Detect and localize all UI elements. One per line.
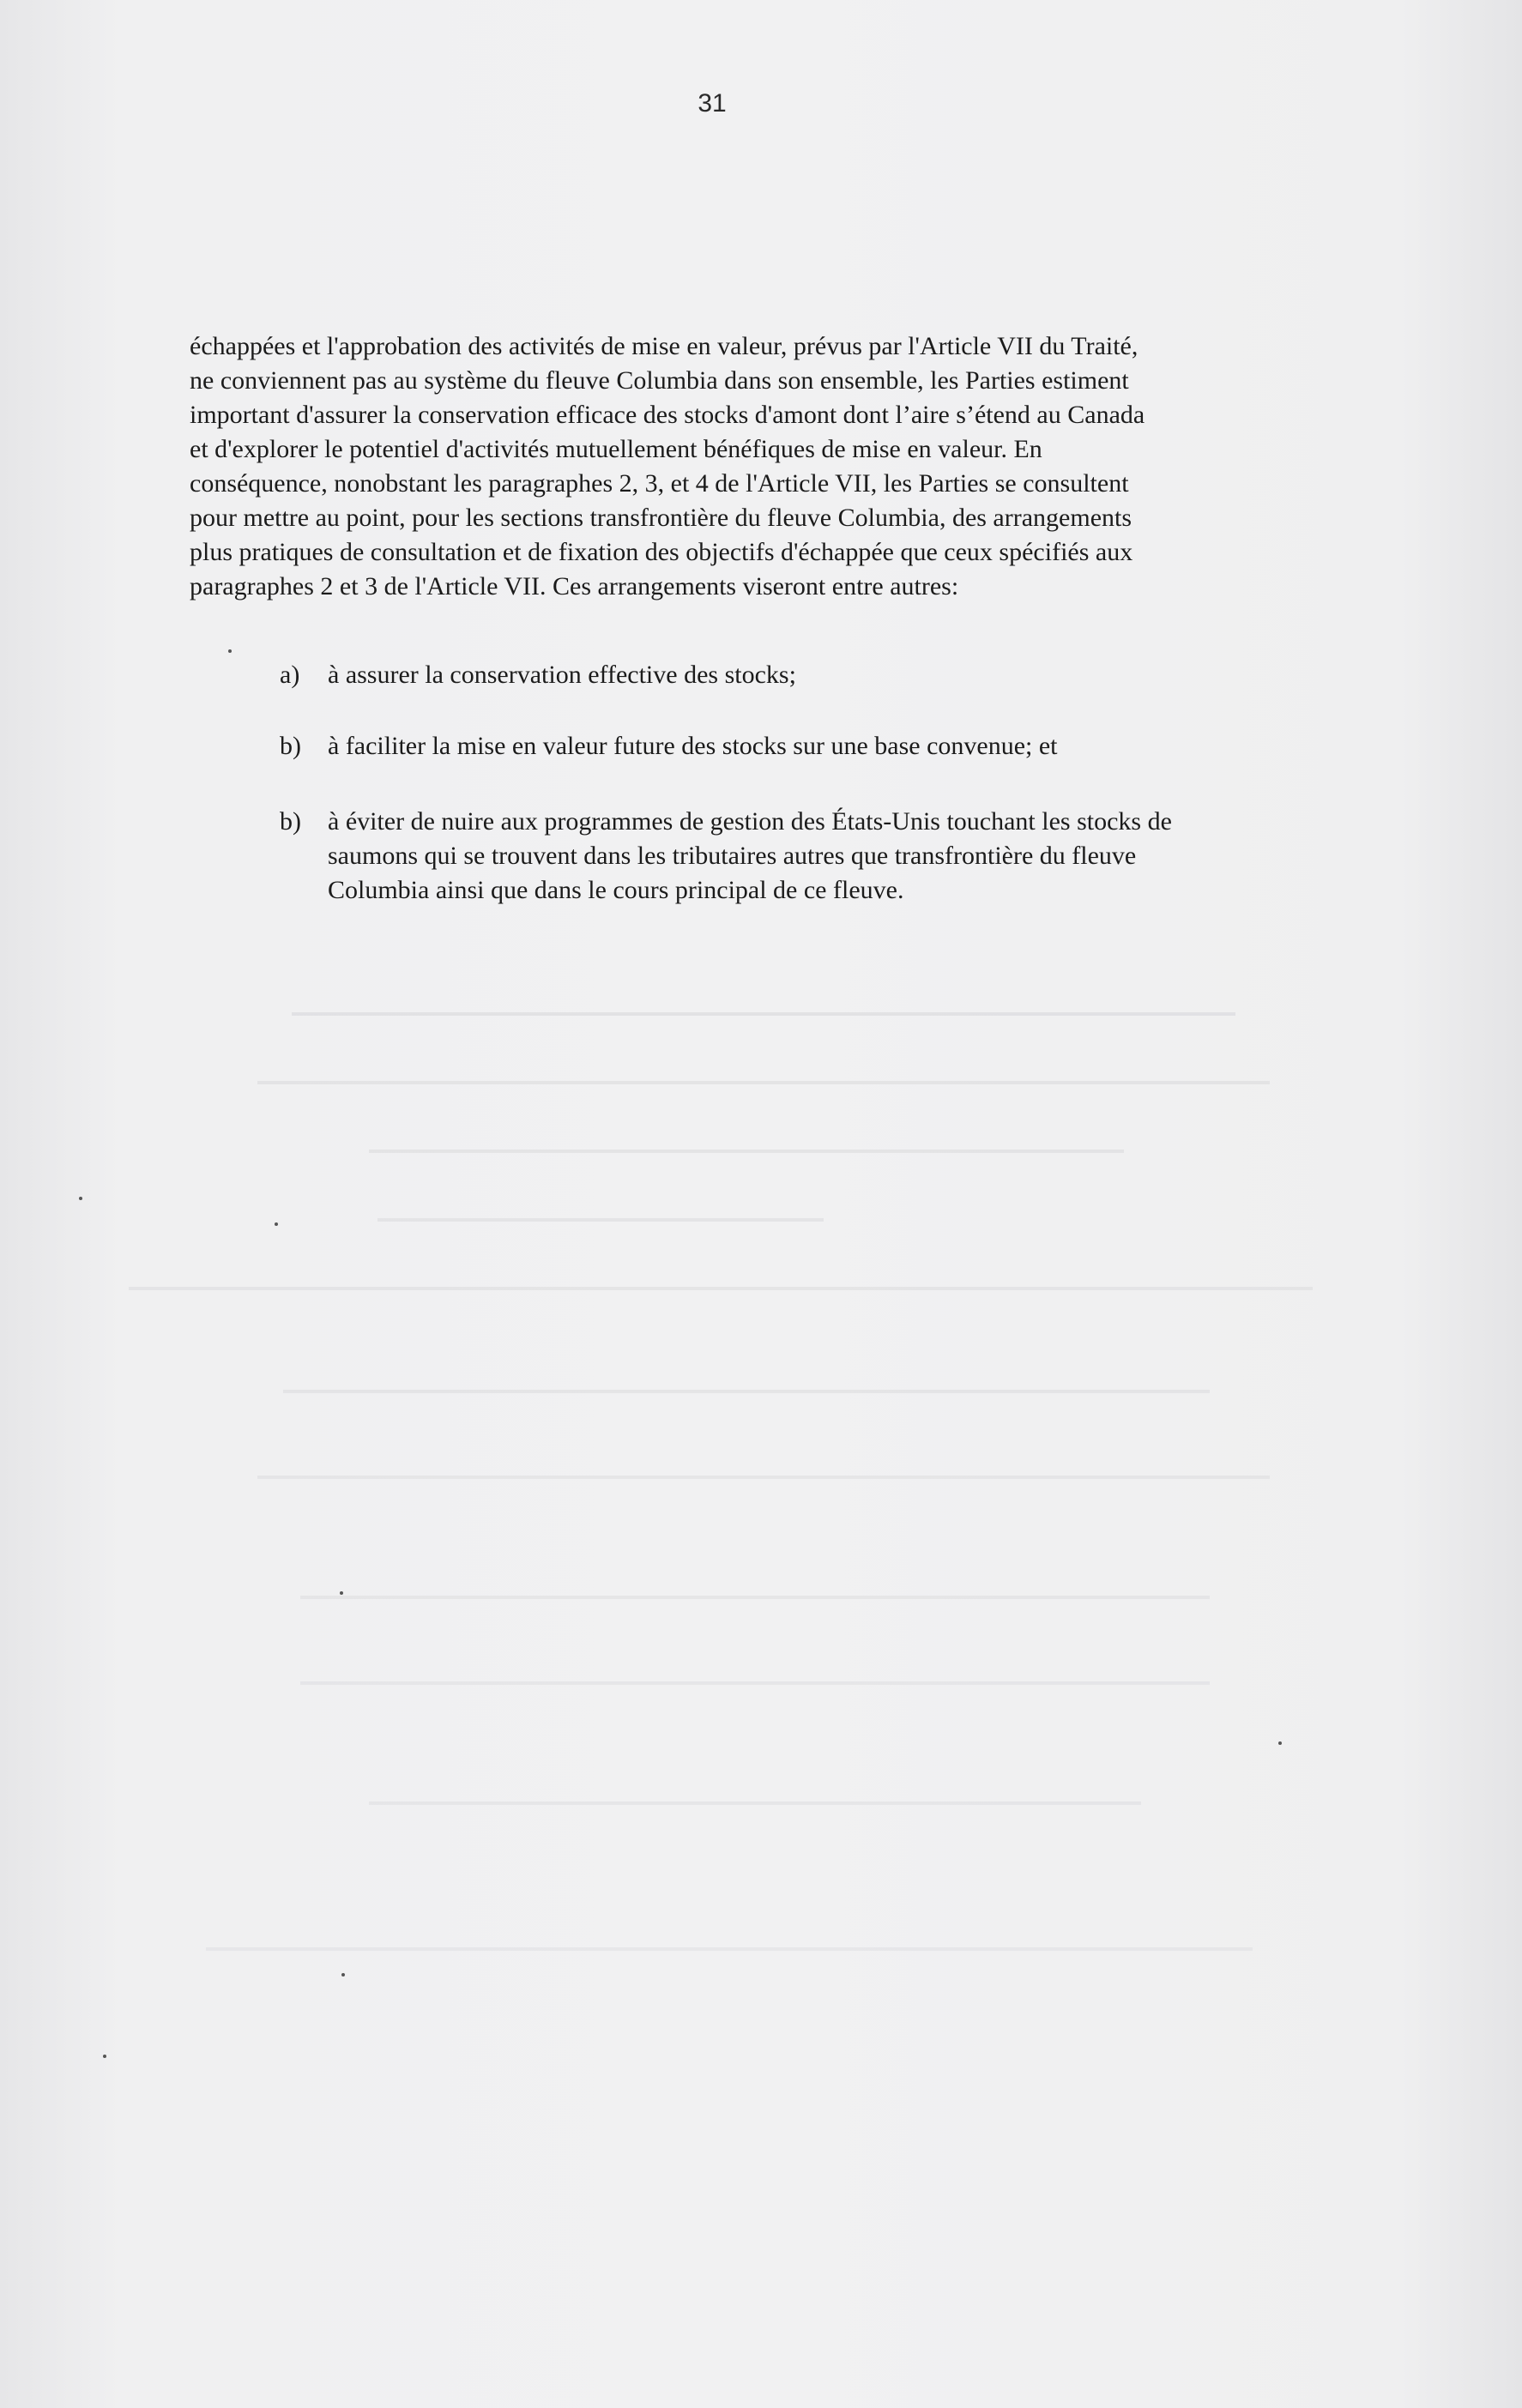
list-item (280, 729, 1309, 763)
list-item (280, 658, 1309, 692)
paragraph-line: pour mettre au point, pour les sections transfrontière du fleuve Columbia, des arrangements (190, 504, 1132, 532)
list-item-line: à faciliter la mise en valeur future des stocks sur une base convenue; et (328, 732, 1058, 760)
speck (275, 1222, 278, 1226)
list-item-line: à assurer la conservation effective des stocks; (328, 661, 796, 689)
paragraph-line: conséquence, nonobstant les paragraphes 2, 3, et 4 de l'Article VII, les Parties se consultent (190, 469, 1129, 498)
paragraph-line: et d'explorer le potentiel d'activités mutuellement bénéfiques de mise en valeur. En (190, 435, 1042, 463)
paragraph-line: échappées et l'approbation des activités de mise en valeur, prévus par l'Article VII du Traité, (190, 332, 1138, 360)
speck (340, 1591, 343, 1595)
paragraph-line: paragraphes 2 et 3 de l'Article VII. Ces arrangements viseront entre autres: (190, 572, 959, 600)
speck (228, 649, 232, 653)
speck (79, 1197, 82, 1200)
list-item-line: Columbia ainsi que dans le cours principal de ce fleuve. (328, 876, 904, 904)
list-marker: b) (280, 732, 301, 760)
list-item (280, 805, 1309, 908)
list-item-text (328, 658, 1309, 692)
list-item-line: saumons qui se trouvent dans les tributaires autres que transfrontière du fleuve (328, 842, 1137, 870)
speck (1278, 1741, 1282, 1745)
speck (103, 2055, 106, 2058)
list-marker: b) (280, 807, 301, 836)
speck (341, 1973, 345, 1976)
paragraph-line: important d'assurer la conservation efficace des stocks d'amont dont l’aire s’étend au Canada (190, 401, 1145, 429)
paragraph-line: plus pratiques de consultation et de fixation des objectifs d'échappée que ceux spécifiés aux (190, 538, 1133, 566)
body-paragraph (190, 329, 1305, 604)
list-item-text (328, 729, 1309, 763)
paragraph-line: ne conviennent pas au système du fleuve Columbia dans son ensemble, les Parties estiment (190, 366, 1129, 395)
page-number: 31 (698, 89, 727, 118)
list-item-text (328, 805, 1309, 908)
list-item-line: à éviter de nuire aux programmes de gestion des États-Unis touchant les stocks de (328, 807, 1172, 836)
list-marker: a) (280, 661, 300, 689)
